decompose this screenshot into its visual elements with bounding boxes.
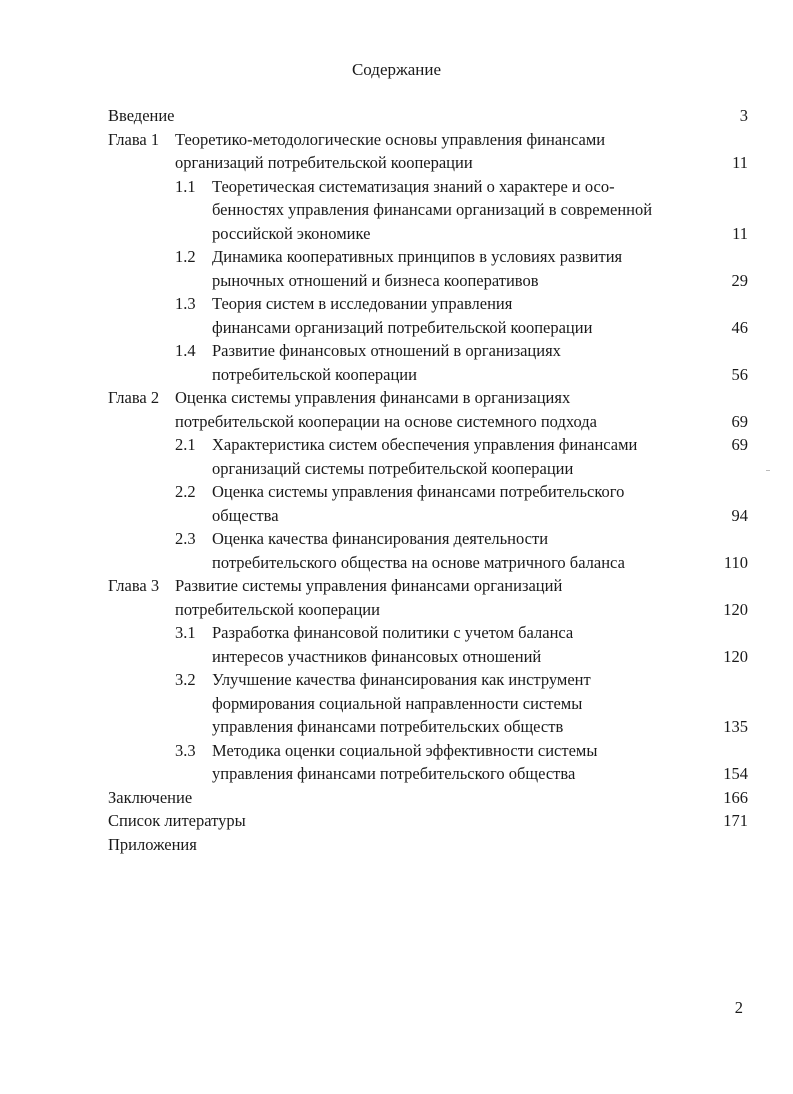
toc-entry-text: Динамика кооперативных принципов в условиях развития [212, 247, 623, 266]
toc-page-number: 11 [732, 223, 748, 243]
toc-section [0, 480, 793, 527]
toc-section [0, 668, 793, 739]
toc-entry-text: бенностях управления финансами организаций в современной [212, 200, 653, 219]
toc-line [0, 104, 793, 128]
toc-section [0, 739, 793, 786]
section-number: 1.1 [175, 176, 196, 196]
toc-line [0, 410, 793, 434]
toc-line [0, 551, 793, 575]
toc-line [0, 316, 793, 340]
toc-page-number: 171 [723, 811, 748, 830]
toc-section [0, 527, 793, 574]
section-number: 1.4 [175, 341, 196, 360]
toc-page-number: 135 [723, 717, 748, 736]
toc-entry-text: формирования социальной направленности системы [212, 693, 583, 713]
toc-line [0, 198, 793, 222]
toc-entry-text: Приложения [108, 834, 197, 854]
toc-entry-text: Характеристика систем обеспечения управления финансами [212, 435, 638, 454]
toc-line [0, 433, 793, 457]
toc-entry-text: Введение [108, 106, 175, 125]
toc-line [0, 739, 793, 763]
toc-line [0, 222, 793, 246]
chapter-label: Глава 1 [108, 129, 160, 149]
toc-entry-text: Теоретическая систематизация знаний о характере и осо- [212, 176, 615, 196]
toc-line [0, 833, 793, 857]
toc-page-number: 120 [723, 599, 748, 619]
toc-section [0, 433, 793, 480]
toc-page-number: 154 [723, 764, 748, 783]
toc-entry-text: Теория систем в исследовании управления [212, 294, 513, 313]
toc-line [0, 292, 793, 316]
toc-entry-text: Заключение [108, 787, 193, 807]
toc-entry-text: Оценка системы управления финансами потребительского [212, 482, 625, 501]
toc-section [0, 292, 793, 339]
toc-line [0, 786, 793, 810]
page-number: 2 [734, 998, 743, 1017]
toc-line [0, 527, 793, 551]
toc-entry-text: управления финансами потребительского общества [212, 764, 576, 783]
page-title: Содержание [351, 60, 442, 79]
chapter-label: Глава 2 [108, 388, 160, 407]
toc-page-number: 69 [731, 435, 748, 454]
section-number: 2.2 [175, 482, 196, 501]
toc-entry [0, 786, 793, 810]
toc-entry-text: Теоретико-методологические основы управления финансами [175, 129, 606, 149]
toc-entry-text: интересов участников финансовых отношений [212, 646, 542, 666]
toc-entry-text: потребительской кооперации [212, 364, 417, 384]
toc-line [0, 715, 793, 739]
toc-entry-text: российской экономике [212, 223, 371, 243]
section-number: 3.3 [175, 740, 196, 760]
toc-entry-text: организаций потребительской кооперации [175, 153, 473, 172]
toc-section [0, 245, 793, 292]
section-number: 3.1 [175, 623, 196, 642]
toc-entry-text: организаций системы потребительской кооперации [212, 458, 574, 478]
toc-page-number: 120 [723, 646, 748, 666]
toc-section [0, 175, 793, 246]
toc-line [0, 480, 793, 504]
section-number: 2.3 [175, 529, 196, 548]
toc-entry-text: Улучшение качества финансирования как инструмент [212, 670, 591, 689]
toc-line [0, 245, 793, 269]
scan-speck [766, 470, 770, 471]
toc-page-number: 29 [731, 270, 748, 290]
toc-entry-text: Развитие системы управления финансами организаций [175, 576, 563, 595]
toc-entry-text: Развитие финансовых отношений в организациях [212, 341, 561, 360]
toc-line [0, 692, 793, 716]
toc-chapter [0, 386, 793, 433]
toc-line [0, 762, 793, 786]
toc-entry-text: Методика оценки социальной эффективности системы [212, 740, 598, 760]
toc-line [0, 598, 793, 622]
toc-page-number: 94 [731, 505, 748, 525]
toc-entry-text: Разработка финансовой политики с учетом баланса [212, 623, 574, 642]
toc-page-number: 69 [731, 411, 748, 431]
toc-entry-text: потребительской кооперации на основе системного подхода [175, 411, 597, 431]
toc-entry-text: финансами организаций потребительской кооперации [212, 317, 593, 337]
toc-page-number: 56 [731, 364, 748, 384]
toc-line [0, 339, 793, 363]
toc-page-number: 110 [723, 552, 748, 572]
toc-page-number: 166 [723, 787, 748, 807]
toc-page-number: 46 [731, 317, 748, 337]
table-of-contents [0, 104, 793, 856]
section-number: 3.2 [175, 670, 196, 689]
toc-entry [0, 833, 793, 857]
toc-line [0, 151, 793, 175]
toc-line [0, 386, 793, 410]
section-number: 1.3 [175, 294, 196, 313]
toc-line [0, 504, 793, 528]
chapter-label: Глава 3 [108, 576, 160, 595]
toc-entry-text: потребительского общества на основе матричного баланса [212, 552, 625, 572]
toc-line [0, 645, 793, 669]
toc-chapter [0, 574, 793, 621]
toc-entry-text: потребительской кооперации [175, 599, 380, 619]
section-number: 1.2 [175, 247, 196, 266]
toc-chapter [0, 128, 793, 175]
toc-line [0, 809, 793, 833]
section-number: 2.1 [175, 435, 196, 454]
toc-section [0, 339, 793, 386]
toc-entry-text: Оценка качества финансирования деятельности [212, 529, 549, 548]
toc-page-number: 11 [732, 153, 748, 172]
toc-line [0, 269, 793, 293]
toc-entry-text: рыночных отношений и бизнеса кооперативов [212, 270, 539, 290]
toc-line [0, 128, 793, 152]
toc-entry-text: управления финансами потребительских обществ [212, 717, 564, 736]
toc-line [0, 457, 793, 481]
toc-entry-text: Список литературы [108, 811, 246, 830]
toc-line [0, 175, 793, 199]
toc-line [0, 574, 793, 598]
toc-section [0, 621, 793, 668]
toc-entry-text: Оценка системы управления финансами в организациях [175, 388, 571, 407]
toc-entry [0, 809, 793, 833]
toc-page-number: 3 [739, 106, 748, 125]
toc-line [0, 363, 793, 387]
toc-line [0, 621, 793, 645]
toc-entry [0, 104, 793, 128]
toc-entry-text: общества [212, 505, 279, 525]
toc-line [0, 668, 793, 692]
